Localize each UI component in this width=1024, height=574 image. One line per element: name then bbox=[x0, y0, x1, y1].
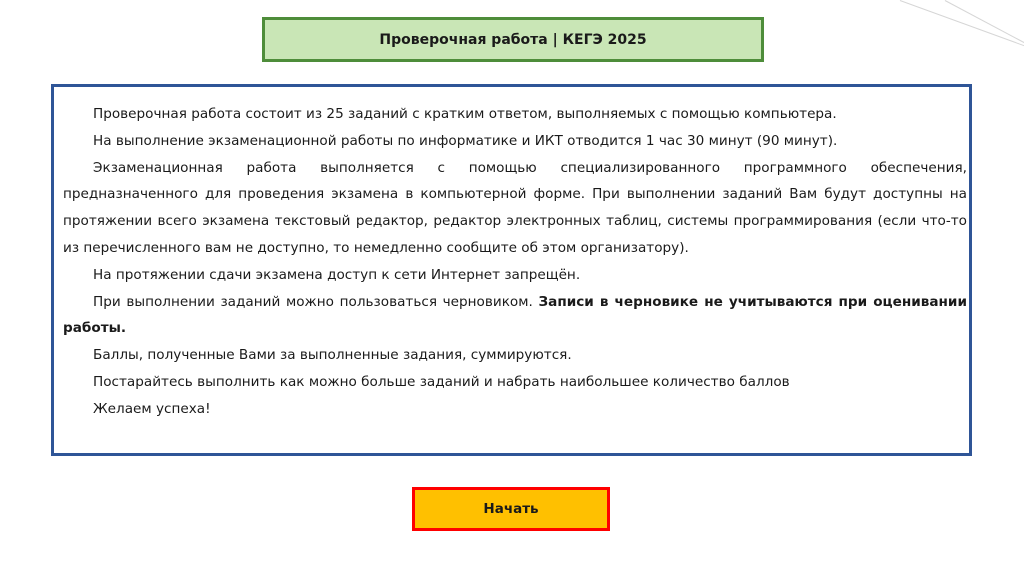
draft-note-warning: Записи в черновике не учитываются при оценивании работы. bbox=[63, 293, 967, 337]
instruction-paragraph: Экзаменационная работа выполняется с помощью специализированного программного обеспечения, предназначенного для проведения экзамена в компьютерной форме. При выполнении заданий Вам будут доступны на протяжении всего экзамена текстовый редактор, редактор электронных таблиц, системы программирования (если что-то из перечисленного вам не доступно, то немедленно сообщите об этом организатору). bbox=[63, 159, 967, 256]
instruction-paragraph: Проверочная работа состоит из 25 заданий с кратким ответом, выполняемых с помощью компьютера. bbox=[93, 106, 837, 122]
instruction-paragraph: Желаем успеха! bbox=[93, 400, 211, 417]
page-title: Проверочная работа | КЕГЭ 2025 bbox=[379, 31, 647, 48]
title-banner bbox=[262, 17, 764, 62]
decor-line bbox=[900, 0, 1024, 52]
draft-note-paragraph bbox=[63, 289, 967, 343]
instruction-paragraph: На выполнение экзаменационной работы по информатике и ИКТ отводится 1 час 30 минут (90 минут). bbox=[93, 132, 838, 149]
start-button-label: Начать bbox=[483, 501, 539, 517]
instruction-paragraph: Постарайтесь выполнить как можно больше заданий и набрать наибольшее количество баллов bbox=[93, 373, 790, 390]
instructions-panel bbox=[51, 84, 972, 456]
draft-note-text: При выполнении заданий можно пользоваться черновиком. bbox=[93, 293, 539, 310]
decor-line bbox=[945, 0, 1024, 53]
instruction-paragraph: Баллы, полученные Вами за выполненные задания, суммируются. bbox=[93, 347, 572, 364]
start-button[interactable] bbox=[412, 487, 610, 531]
instruction-paragraph: На протяжении сдачи экзамена доступ к сети Интернет запрещён. bbox=[93, 266, 581, 283]
instructions-text bbox=[63, 101, 967, 423]
